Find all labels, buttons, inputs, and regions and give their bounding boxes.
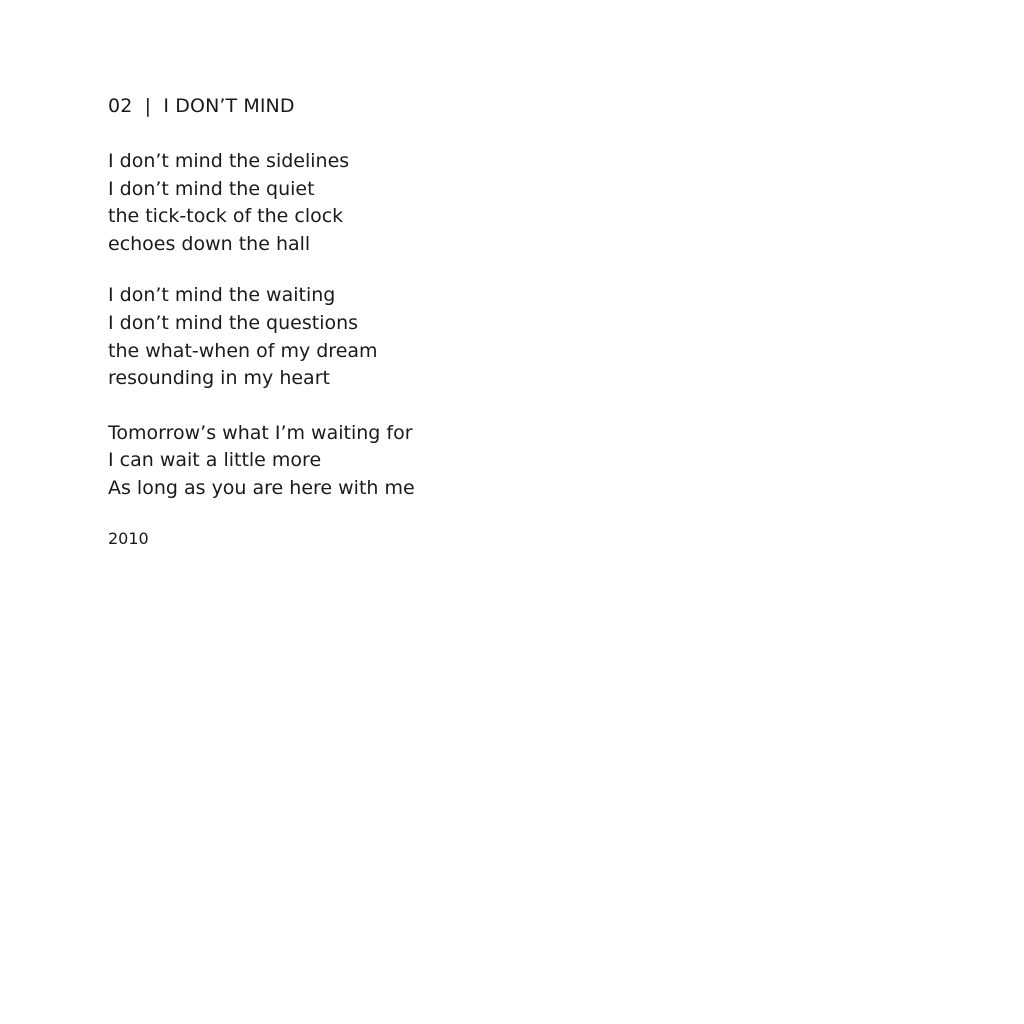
poem-page (108, 94, 808, 549)
poem-title: 02 | I DON’T MIND (108, 95, 295, 117)
poem-year: 2010 (108, 528, 149, 548)
poem-line: the what-when of my dream (108, 339, 378, 362)
stanza-3 (108, 420, 808, 503)
stanza-1 (108, 148, 808, 258)
poem-line: I don’t mind the waiting (108, 284, 336, 307)
poem-line: I don’t mind the sidelines (108, 150, 350, 172)
poem-line: the tick-tock of the clock (108, 205, 344, 228)
stanza-2 (108, 282, 808, 392)
poem-line: I can wait a little more (108, 449, 322, 472)
poem-line: echoes down the hall (108, 232, 311, 255)
poem-line: I don’t mind the quiet (108, 177, 315, 200)
poem-line: Tomorrow’s what I’m waiting for (108, 421, 413, 444)
poem-line: resounding in my heart (108, 367, 330, 390)
poem-line: I don’t mind the questions (108, 311, 359, 334)
poem-line: As long as you are here with me (108, 476, 415, 499)
